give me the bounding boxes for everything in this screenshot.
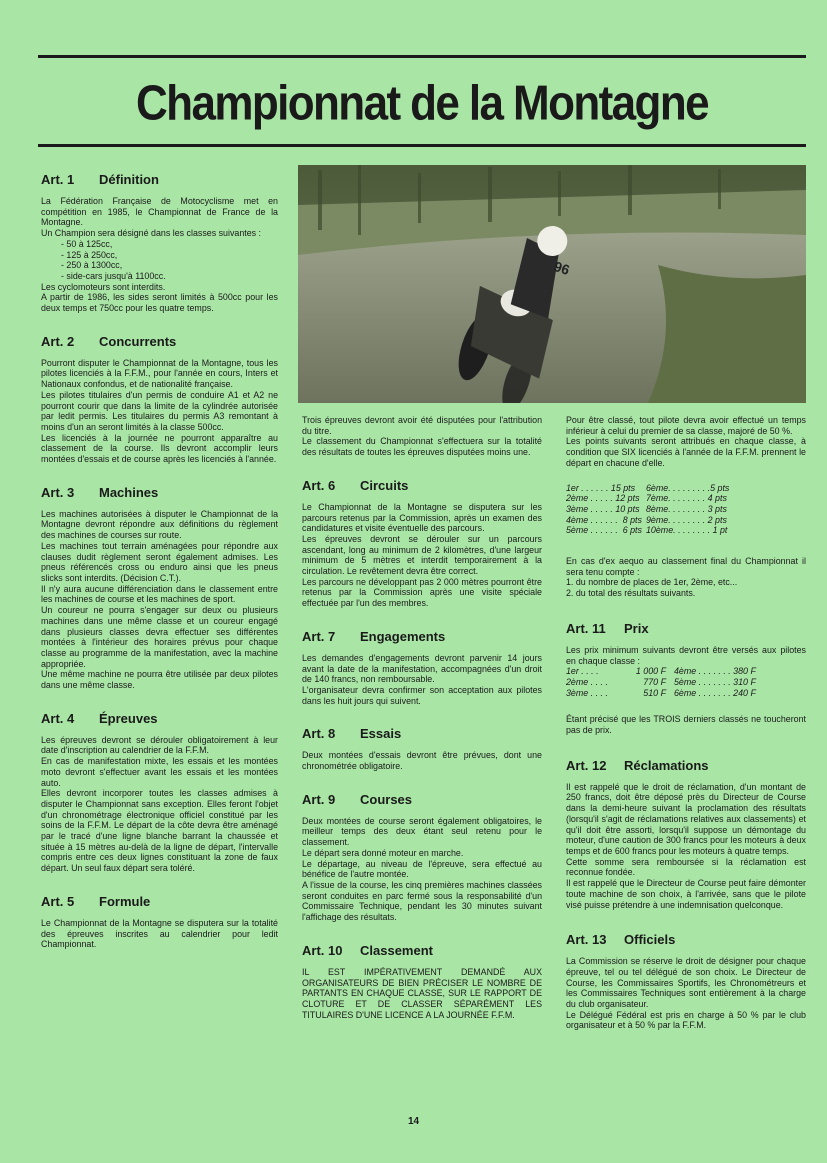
paragraph: Un coureur ne pourra s'engager sur deux ou plusieurs machines dans une même classe et un coureur engagé dans plusieurs classes devra effectuer ses différentes montées à l'intérieur des horaires prévus pour chaque classe au programme de la manifestation, avec la machine appropriée.	[41, 605, 278, 669]
paragraph: Les cyclomoteurs sont interdits.	[41, 281, 166, 292]
article-11	[566, 621, 806, 736]
paragraph: Les points suivants seront attribués en chaque classe, à condition que SIX licenciés à l'année de la F.F.M. prennent le départ en chacune d'elle.	[566, 436, 806, 468]
motorcycle-photo	[298, 165, 806, 403]
article-heading: Art. 3 Machines	[41, 484, 159, 500]
article-heading: Art. 2 Concurrents	[41, 333, 177, 349]
article-block	[41, 711, 278, 874]
points-cell: 6ème. . . . . . . . .5 pts	[646, 482, 730, 493]
prize-cell: 2ème . . . .	[566, 676, 608, 687]
paragraph: - 250 à 1300cc,	[61, 260, 123, 271]
points-cell: 9ème. . . . . . . . 2 pts	[646, 514, 727, 525]
article-12	[566, 758, 806, 910]
article-block	[302, 629, 542, 707]
points-cell: 7ème. . . . . . . . 4 pts	[646, 493, 727, 504]
article-heading: Art. 9 Courses	[302, 791, 413, 807]
article-heading: Art. 13 Officiels	[566, 932, 676, 948]
prize-cell: 770 F	[643, 676, 666, 687]
prize-table	[566, 666, 806, 698]
paragraph: Les épreuves devront se dérouler obligatoirement à leur date d'inscription au calendrier de la F.F.M.	[41, 734, 278, 756]
article-block	[302, 792, 542, 923]
paragraph: A partir de 1986, les sides seront limités à 500cc pour les deux temps et 750cc pour les quatre temps.	[41, 292, 278, 314]
points-cell: 2ème . . . . . 12 pts	[566, 493, 640, 504]
rider-number: 96	[551, 257, 572, 279]
paragraph: Le Délégué Fédéral est pris en charge à 50 % par le club organisateur et à 50 % par la F.F.M.	[566, 1009, 806, 1031]
paragraph: - side-cars jusqu'à 1100cc.	[61, 270, 166, 281]
paragraph: Les parcours ne développant pas 2 000 mètres pourront être retenus par la Commission après une visite spéciale effectuée par l'un des membres.	[302, 576, 542, 609]
paragraph: Elles devront incorporer toutes les classes admises à disputer le Championnat sans exception. Elles feront l'objet d'un chronométrage électronique officiel constitué par les soins de la F.F.M. Le départ de la côte devra être aménagé par le tracé d'une ligne blanche barrant la chaussée et située à 15 mètres au-delà de la ligne de départ, l'intervalle compris entre ces deux lignes constituant la zone de faux départ. Un seul faux départ sera toléré.	[41, 788, 278, 874]
paragraph: - 125 à 250cc,	[61, 249, 118, 260]
paragraph: L'organisateur devra confirmer son acceptation aux pilotes dans les huit jours qui suivent.	[302, 684, 542, 706]
article-block	[41, 172, 278, 314]
article-heading: Art. 5 Formule	[41, 893, 151, 909]
article-13	[566, 932, 806, 1031]
paragraph: Il est rappelé que le droit de réclamation, d'un montant de 250 francs, doit être déposé près du Directeur de Course dans la demi-heure suivant la proclamation des résultats (lorsqu'il s'agit de réclamations relatives aux classements) et qu'il doit être assorti, lorsqu'il suppose un démontage du moteur, d'une caution de 300 francs pour les moteurs à deux temps et de 600 francs pour les moteurs à quatre temps.	[566, 781, 806, 856]
article-heading: Art. 8 Essais	[302, 726, 402, 742]
article-heading: Art. 11 Prix	[566, 620, 649, 636]
paragraph: Le Championnat de la Montagne se disputera sur les parcours retenus par la Commission, après un examen des candidatures et visite éventuelle des parcours.	[302, 501, 542, 534]
paragraph: Cette somme sera remboursée si la réclamation est reconnue fondée.	[566, 856, 806, 878]
title-rule	[38, 144, 806, 147]
top-rule	[38, 55, 806, 58]
paragraph: Les pilotes titulaires d'un permis de conduire A1 et A2 ne pourront courir que dans la limite de la cylindrée autorisée par ledit permis. Les titulaires du permis A3 remontant à moins d'un an seront limités à la classe 500cc.	[41, 389, 278, 432]
paragraph: 1. du nombre de places de 1er, 2ème, etc...	[566, 577, 738, 588]
points-cell: 5ème . . . . . . 6 pts	[566, 525, 642, 536]
points-table	[566, 483, 806, 537]
paragraph: IL EST IMPÉRATIVEMENT DEMANDÉ AUX ORGANISATEURS DE BIEN PRÉCISER LE NOMBRE DE PARTANTS EN CHAQUE CLASSE, SUR LE RAPPORT DE CLOTURE ET DE CLASSER SÉPARÉMENT LES TITULAIRES D'UNE LICENCE A LA JOURNÉE F.F.M.	[302, 966, 542, 1020]
paragraph: Le classement du Championnat s'effectuera sur la totalité des résultats de toutes les épreuves disputées moins une.	[302, 436, 542, 458]
paragraph: La Fédération Française de Motocyclisme met en compétition en 1985, le Championnat de France de la Montagne.	[41, 196, 278, 228]
article-heading: Art. 6 Circuits	[302, 477, 409, 493]
paragraph: Deux montées d'essais devront être prévues, dont une chronométrée obligatoire.	[302, 750, 542, 772]
article-block	[302, 943, 542, 1021]
column-right	[566, 415, 806, 1031]
points-cell: 8ème. . . . . . . . 3 pts	[646, 503, 727, 514]
paragraph: Étant précisé que les TROIS derniers classés ne toucheront pas de prix.	[566, 714, 806, 736]
article-heading: Art. 7 Engagements	[302, 628, 446, 644]
paragraph: 2. du total des résultats suivants.	[566, 588, 696, 599]
points-cell: 3ème . . . . . 10 pts	[566, 503, 640, 514]
article-heading: Art. 1 Définition	[41, 172, 159, 187]
paragraph: La Commission se réserve le droit de désigner pour chaque épreuve, tel ou tel délégué de son choix. Le Directeur de Course, les Commissaires Sportifs, les Chronométreurs et les Commissaires Techniques sont entièrement à la charge du club organisateur.	[566, 956, 806, 1010]
tie-break	[566, 556, 806, 599]
paragraph: A l'issue de la course, les cinq premières machines classées seront conduites en parc fermé sous la responsabilité d'un Commissaire Technique, pendant les 30 minutes suivant l'affichage des résultats.	[302, 879, 542, 923]
paragraph: Les prix minimum suivants devront être versés aux pilotes en chaque classe :	[566, 644, 806, 666]
page-number: 14	[407, 1116, 420, 1127]
points-cell: 4ème . . . . . . 8 pts	[566, 514, 642, 525]
paragraph: Le départage, au niveau de l'épreuve, sera effectué au bénéfice de l'autre montée.	[302, 858, 542, 880]
points-cell: 10ème. . . . . . . . 1 pt	[646, 525, 728, 536]
paragraph: Les licenciés à la journée ne pourront apparaître au classement de la course. Ils devront accomplir leurs montées d'essais et de course après les licenciés à l'année.	[41, 432, 278, 465]
paragraph: Il est rappelé que le Directeur de Course peut faire démonter toute machine de son choix, à l'arrivée, sans que le pilote visé puisse prétendre à une indemnisation quelconque.	[566, 878, 806, 910]
prize-cell: 6ème . . . . . . . 240 F	[674, 687, 756, 698]
paragraph: Les demandes d'engagements devront parvenir 14 jours avant la date de la manifestation, accompagnées d'un droit de 140 francs, non remboursable.	[302, 652, 542, 685]
points-cell: 1er . . . . . . 15 pts	[566, 482, 636, 493]
prize-cell: 3ème . . . .	[566, 687, 608, 698]
article-block	[41, 485, 278, 691]
article-block	[302, 478, 542, 609]
article-heading: Art. 12 Réclamations	[566, 757, 709, 773]
article-block	[302, 726, 542, 771]
article-block	[302, 415, 542, 458]
page-title: Championnat de la Montagne	[136, 76, 708, 131]
prize-cell: 5ème . . . . . . . 310 F	[674, 676, 756, 687]
paragraph: Le Championnat de la Montagne se disputera sur la totalité des épreuves inscrites au calendrier pour ledit Championnat.	[41, 917, 278, 950]
paragraph: Les machines tout terrain aménagées pour répondre aux clauses dudit règlement seront également admises. Les pneus référencés cross ou enduro ainsi que les pneus slicks sont interdits. (Décision C.T.).	[41, 540, 278, 583]
prize-cell: 4ème . . . . . . . 380 F	[674, 666, 756, 677]
prize-cell: 1er . . . .	[566, 666, 599, 677]
paragraph: Un Champion sera désigné dans les classes suivantes :	[41, 228, 262, 239]
paragraph: Les machines autorisées à disputer le Championnat de la Montagne devront répondre aux définitions du règlement des machines de courses sur route.	[41, 508, 278, 541]
paragraph: Une même machine ne pourra être utilisée par deux pilotes dans une même classe.	[41, 669, 278, 691]
prize-cell: 1 000 F	[635, 666, 666, 677]
ranking-intro	[566, 415, 806, 469]
paragraph: Le départ sera donné moteur en marche.	[302, 847, 464, 858]
paragraph: Deux montées de course seront également obligatoires, le meilleur temps des deux étant seul retenu pour le classement.	[302, 815, 542, 848]
paragraph: - 50 à 125cc,	[61, 238, 113, 249]
article-block	[41, 894, 278, 950]
article-heading: Art. 10 Classement	[302, 942, 433, 958]
article-heading: Art. 4 Épreuves	[41, 710, 158, 726]
prize-cell: 510 F	[643, 687, 666, 698]
paragraph: En cas de manifestation mixte, les essais et les montées moto devront s'effectuer avant les essais et les montées auto.	[41, 756, 278, 788]
paragraph: Il n'y aura aucune différenciation dans le classement entre les machines de course et les machines de sport.	[41, 583, 278, 605]
article-block	[41, 334, 278, 465]
paragraph: En cas d'ex aequo au classement final du Championnat il sera tenu compte :	[566, 556, 806, 577]
paragraph: Pourront disputer le Championnat de la Montagne, tous les pilotes licenciés à la F.F.M., pour l'année en cours, Inters et Nationaux confondus, et de nationalité française.	[41, 357, 278, 390]
paragraph: Pour être classé, tout pilote devra avoir effectué un temps inférieur à celui du premier de sa classe, majoré de 50 %.	[566, 415, 806, 436]
column-middle	[302, 415, 542, 1020]
paragraph: Trois épreuves devront avoir été disputées pour l'attribution du titre.	[302, 415, 542, 436]
paragraph: Les épreuves devront se dérouler sur un parcours ascendant, long au minimum de 2 kilomètres, d'une largeur minimum de 5 mètres et interdit temporairement à la circulation. Le revêtement devra être correct.	[302, 533, 542, 577]
column-left	[41, 172, 278, 950]
